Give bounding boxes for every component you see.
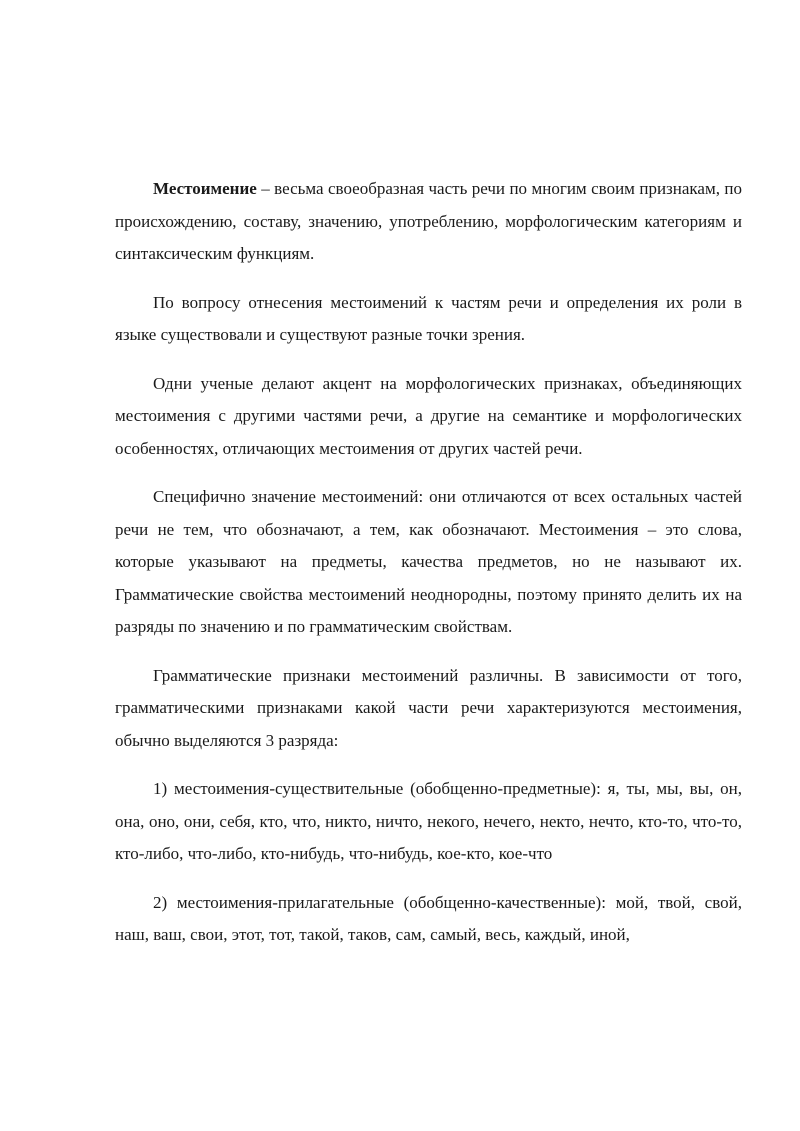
document-page [115,173,742,968]
paragraph-list-item-2: 2) местоимения-прилагательные (обобщенно-качественные): мой, твой, свой, наш, ваш, свои, этот, тот, такой, таков, сам, самый, весь, каждый, иной, [115,892,742,944]
paragraph-4: Специфично значение местоимений: они отличаются от всех остальных частей речи не тем, что обозначают, а тем, как обозначают. Местоимения – это слова, которые указывают на предметы, качества предметов, но не называют их. Грамматические свойства местоимений неоднородны, поэтому принято делить их на разряды по значению и по грамматическим свойствам. [115,487,742,636]
paragraph-2: По вопросу отнесения местоимений к частям речи и определения их роли в языке существовали и существуют разные точки зрения. [115,292,742,344]
paragraph-5: Грамматические признаки местоимений различны. В зависимости от того, грамматическими признаками какой части речи характеризуются местоимения, обычно выделяются 3 разряда: [115,665,742,750]
paragraph-3: Одни ученые делают акцент на морфологических признаках, объединяющих местоимения с другими частями речи, а другие на семантике и морфологических особенностях, отличающих местоимения от других частей речи. [115,373,742,458]
paragraph-text: – весьма своеобразная часть речи по многим своим признакам, по происхождению, составу, значению, употреблению, морфологическим категориям и синтаксическим функциям. [115,179,742,263]
term-bold: Местоимение [153,179,257,198]
paragraph-list-item-1: 1) местоимения-существительные (обобщенно-предметные): я, ты, мы, вы, он, она, оно, они, себя, кто, что, никто, ничто, некого, нечего, некто, нечто, кто-то, что-то, кто-либо, что-либо, кто-нибудь, что-нибудь, кое-кто, кое-что [115,779,742,863]
paragraph-definition [115,173,742,271]
